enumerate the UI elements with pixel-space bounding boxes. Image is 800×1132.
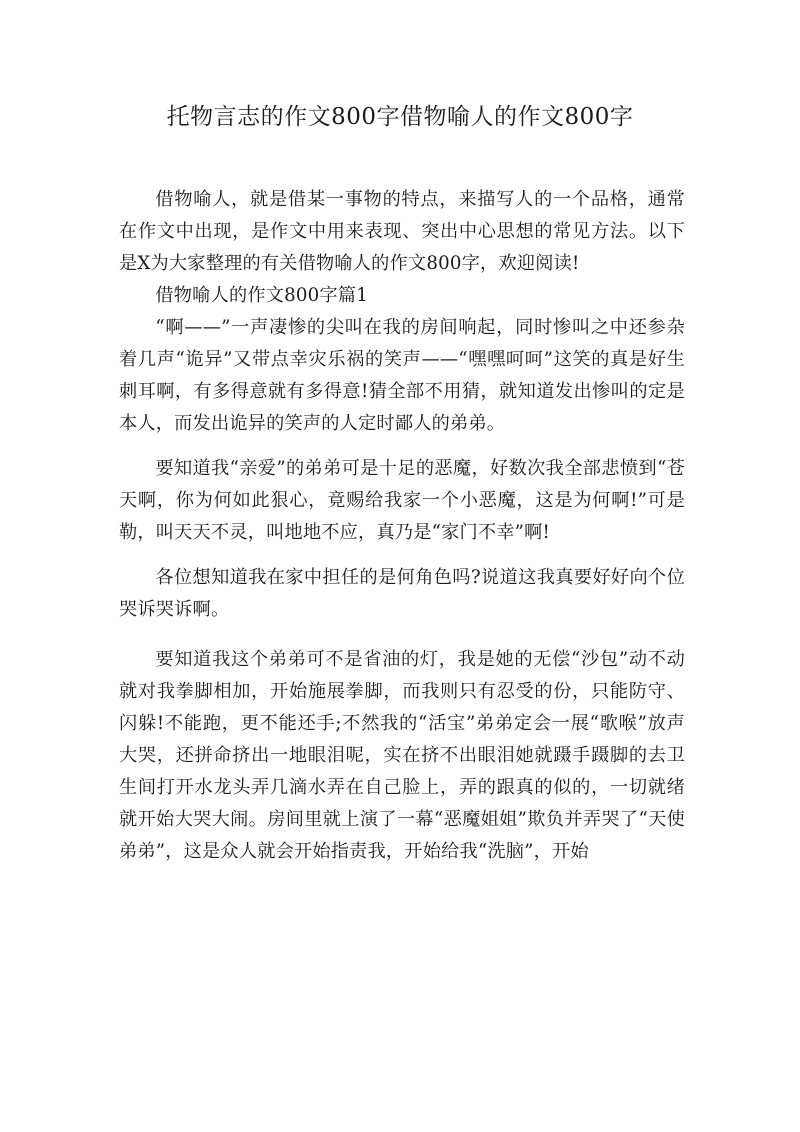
body-paragraph: 要知道我这个弟弟可不是省油的灯，我是她的无偿“沙包”动不动就对我拳脚相加，开始施展拳脚，而我则只有忍受的份，只能防守、闪躲!不能跑，更不能还手;不然我的“活宝”弟弟定会一展“歌喉”放声大哭，还拼命挤出一地眼泪呢，实在挤不出眼泪她就蹑手蹑脚的去卫生间打开水龙头弄几滴水弄在自己脸上，弄的跟真的似的，一切就绪就开始大哭大闹。房间里就上演了一幕“恶魔姐姐”欺负并弄哭了“天使弟弟”，这是众人就会开始指责我，开始给我“洗脑”，开始	[119, 649, 685, 862]
intro-paragraph: 借物喻人，就是借某一事物的特点，来描写人的一个品格，通常在作文中出现，是作文中用来表现、突出中心思想的常见方法。以下是X为大家整理的有关借物喻人的作文800字，欢迎阅读!	[119, 189, 685, 274]
document-title: 托物言志的作文800字借物喻人的作文800字	[166, 104, 634, 130]
section-heading: 借物喻人的作文800字篇1	[155, 285, 368, 306]
body-paragraph: 要知道我“亲爱”的弟弟可是十足的恶魔，好数次我全部悲愤到“苍天啊，你为何如此狠心，竟赐给我家一个小恶魔，这是为何啊!”可是勒，叫天天不灵，叫地地不应，真乃是“家门不幸”啊!	[119, 458, 685, 543]
document-body	[119, 184, 685, 868]
body-paragraph: “啊——”一声凄惨的尖叫在我的房间响起，同时惨叫之中还参杂着几声“诡异”又带点幸灾乐祸的笑声——“嘿嘿呵呵”这笑的真是好生刺耳啊，有多得意就有多得意!猜全部不用猜，就知道发出惨叫的定是本人，而发出诡异的笑声的人定时鄙人的弟弟。	[119, 317, 685, 434]
body-paragraph: 各位想知道我在家中担任的是何角色吗?说道这我真要好好向个位哭诉哭诉啊。	[119, 567, 685, 620]
